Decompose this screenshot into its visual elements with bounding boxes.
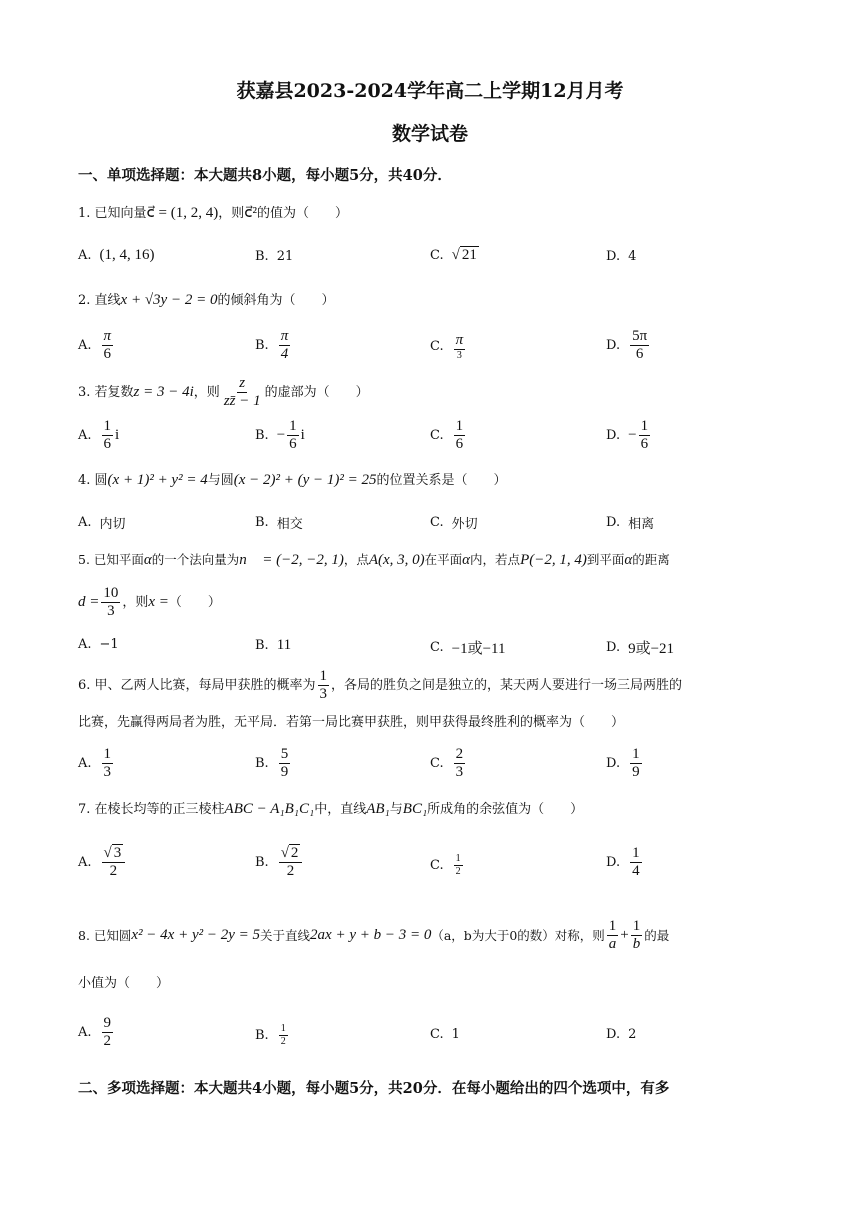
q8-option-c: C. 1 <box>430 1027 460 1042</box>
section-1-heading: 一、单项选择题：本大题共8小题，每小题5分，共40分． <box>78 167 452 184</box>
question-7-stem: 7. 在棱长均等的正三棱柱ABC − A₁B₁C₁中，直线AB₁与BC₁所成角的余弦值为（ ） <box>78 801 584 817</box>
question-6-stem-line2: 比赛，先赢得两局者为胜，无平局．若第一局比赛甲获胜，则甲获得最终胜利的概率为（ ） <box>78 715 625 730</box>
question-5-stem: 5. 已知平面α的一个法向量为n⃗ = (−2, −2, 1)，点A(x, 3, 0)在平面α内，若点P(−2, 1, 4)到平面α的距离 <box>78 552 670 568</box>
q8-option-a: A. $\frac{9}{2}$ <box>78 1015 112 1050</box>
q1-option-d: D. 4 <box>606 249 637 264</box>
q4-option-d: D. 相离 <box>606 515 655 532</box>
q7-option-b: B. $\frac{√ 2}{2}$ <box>255 845 304 881</box>
q5-option-d: D. 9或−21 <box>606 640 675 657</box>
q2-option-c: C. $\frac{\pi}{3}$ <box>430 332 464 362</box>
question-5-stem-line2: d = $\frac{10}{3}$ ，则 x = （ ） <box>78 585 221 620</box>
q6-option-c: C. $\frac{2}{3}$ <box>430 746 464 781</box>
q6-option-b: B. $\frac{5}{9}$ <box>255 746 289 781</box>
q2-option-d: D. $\frac{5\pi}{6}$ <box>606 328 648 363</box>
q8-option-d: D. 2 <box>606 1027 637 1042</box>
q2-option-a: A. $\frac{\pi}{6}$ <box>78 328 112 363</box>
q6-option-d: D. $\frac{1}{9}$ <box>606 746 640 781</box>
question-8-stem-line2: 小值为（ ） <box>78 976 170 991</box>
question-4-stem: 4. 圆(x + 1)² + y² = 4与圆(x − 2)² + (y − 1)² = 25的位置关系是（ ） <box>78 472 507 488</box>
q2-option-b: B. $\frac{\pi}{4}$ <box>255 328 289 363</box>
q3-option-d: D. − $\frac{1}{6}$ <box>606 418 649 453</box>
q5-option-b: B. 11 <box>255 637 292 653</box>
q7-option-d: D. $\frac{1}{4}$ <box>606 845 640 880</box>
q4-option-b: B. 相交 <box>255 515 303 532</box>
q1-option-a: A. (1, 4, 16) <box>78 247 155 263</box>
q3-option-a: A. $\frac{1}{6}$ i <box>78 418 120 453</box>
q3-option-c: C. $\frac{1}{6}$ <box>430 418 464 453</box>
q1-option-c: C. √ 21 <box>430 247 477 263</box>
q4-option-c: C. 外切 <box>430 515 478 532</box>
q1-option-b: B. 21 <box>255 249 294 264</box>
q5-option-c: C. −1或−11 <box>430 640 506 657</box>
q7-option-a: A. $\frac{√ 3}{2}$ <box>78 845 127 881</box>
q8-option-b: B. $\frac{1}{2}$ <box>255 1023 286 1047</box>
exam-subtitle: 数学试卷 <box>391 123 468 145</box>
exam-title: 获嘉县2023-2024学年高二上学期12月月考 <box>236 80 624 102</box>
q5-option-a: A. −1 <box>78 637 119 652</box>
question-2-stem: 2. 直线x + √3y − 2 = 0的倾斜角为（ ） <box>78 292 335 308</box>
question-1-stem: 1. 已知向量c⃗ = (1, 2, 4)，则c⃗²的值为（ ） <box>78 205 349 221</box>
q6-option-a: A. $\frac{1}{3}$ <box>78 746 112 781</box>
section-2-heading: 二、多项选择题：本大题共4小题，每小题5分，共20分．在每小题给出的四个选项中，有多 <box>78 1080 670 1097</box>
question-8-stem: 8. 已知圆 x² − 4x + y² − 2y = 5 关于直线 2ax + y + b − 3 = 0 （a，b为大于0的数）对称，则 $\frac{1}{a}$ + $\frac{1}{b}$ 的最 <box>78 918 670 953</box>
question-3-stem: 3. 若复数 z = 3 − 4i ，则 $\frac{z}{zz̄ - 1}$ 的虚部为（ ） <box>78 375 369 410</box>
question-6-stem: 6. 甲、乙两人比赛，每局甲获胜的概率为 $\frac{1}{3}$ ，各局的胜负之间是独立的，某天两人要进行一场三局两胜的 <box>78 668 683 703</box>
q3-option-b: B. − $\frac{1}{6}$ i <box>255 418 305 453</box>
q7-option-c: C. $\frac{1}{2}$ <box>430 853 461 877</box>
q4-option-a: A. 内切 <box>78 515 126 532</box>
